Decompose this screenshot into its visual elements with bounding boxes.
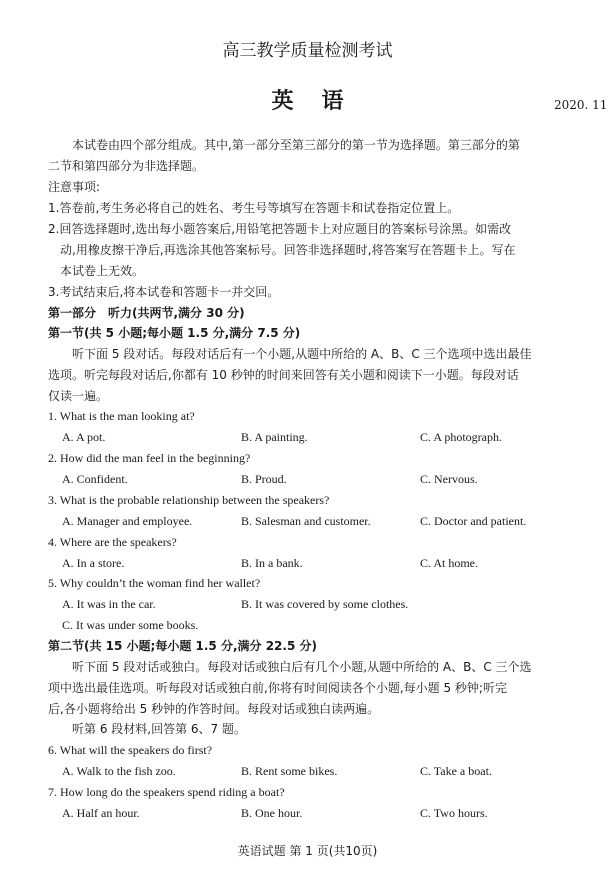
option-b: B. Salesman and customer.	[241, 514, 371, 528]
option-a: A. Manager and employee.	[62, 514, 193, 528]
option-a: A. A pot.	[62, 430, 106, 444]
question-text: 4. Where are the speakers?	[48, 535, 177, 549]
option-a: A. Half an hour.	[62, 806, 140, 820]
section2-instructions: 听下面 5 段对话或独白。每段对话或独白后有几个小题,从题中所给的 A、B、C 三个选	[72, 660, 532, 674]
subject-title: 英语	[271, 89, 372, 114]
question-text: 2. How did the man feel in the beginning?	[48, 451, 251, 465]
option-b: B. In a bank.	[241, 556, 303, 570]
option-a: A. Walk to the fish zoo.	[62, 764, 176, 778]
notes-heading: 注意事项:	[48, 180, 101, 194]
question-text: 6. What will the speakers do first?	[48, 743, 213, 757]
question-text: 5. Why couldn’t the woman find her wallet?	[48, 576, 261, 590]
section1-instructions: 听下面 5 段对话。每段对话后有一个小题,从题中所给的 A、B、C 三个选项中选出最佳	[72, 347, 532, 361]
option-b: B. It was covered by some clothes.	[241, 597, 409, 611]
section2-heading: 第二节(共 15 小题;每小题 1.5 分,满分 22.5 分)	[48, 639, 317, 653]
note-item: 1.答卷前,考生务必将自己的姓名、考生号等填写在答题卡和试卷指定位置上。	[48, 201, 460, 215]
option-c: C. At home.	[420, 556, 479, 570]
question-text: 1. What is the man looking at?	[48, 409, 195, 423]
option-c: C. Take a boat.	[420, 764, 492, 778]
material-note: 听第 6 段材料,回答第 6、7 题。	[72, 722, 246, 736]
section2-instructions: 项中选出最佳选项。听每段对话或独白前,你将有时间阅读各个小题,每小题 5 秒钟;听完	[48, 681, 507, 695]
option-a: A. In a store.	[62, 556, 125, 570]
exam-date: 2020. 11	[554, 98, 608, 112]
option-c: C. Two hours.	[420, 806, 488, 820]
section1-instructions: 选项。听完每段对话后,你都有 10 秒钟的时间来回答有关小题和阅读下一小题。每段对话	[48, 368, 519, 382]
section1-heading: 第一节(共 5 小题;每小题 1.5 分,满分 7.5 分)	[48, 326, 301, 340]
note-item: 2.回答选择题时,选出每小题答案后,用铅笔把答题卡上对应题目的答案标号涂黑。如需改	[48, 222, 512, 236]
intro-line: 二节和第四部分为非选择题。	[48, 159, 205, 173]
section2-instructions: 后,各小题将给出 5 秒钟的作答时间。每段对话或独白读两遍。	[48, 702, 380, 716]
page-title: 高三教学质量检测考试	[222, 41, 393, 61]
option-a: A. Confident.	[62, 472, 128, 486]
option-a: A. It was in the car.	[62, 597, 156, 611]
question-text: 7. How long do the speakers spend riding a boat?	[48, 785, 285, 799]
page-footer: 英语试题 第 1 页(共10页)	[237, 844, 378, 858]
option-c: C. Doctor and patient.	[420, 514, 527, 528]
option-b: B. One hour.	[241, 806, 303, 820]
option-c: C. A photograph.	[420, 430, 503, 444]
question-text: 3. What is the probable relationship between the speakers?	[48, 493, 330, 507]
option-b: B. A painting.	[241, 430, 308, 444]
option-c: C. It was under some books.	[62, 618, 199, 632]
option-c: C. Nervous.	[420, 472, 478, 486]
intro-line: 本试卷由四个部分组成。其中,第一部分至第三部分的第一节为选择题。第三部分的第	[72, 138, 520, 152]
note-item: 动,用橡皮擦干净后,再选涂其他答案标号。回答非选择题时,将答案写在答题卡上。写在	[60, 243, 516, 257]
section1-instructions: 仅读一遍。	[48, 389, 109, 403]
note-item: 3.考试结束后,将本试卷和答题卡一并交回。	[48, 285, 280, 299]
option-b: B. Rent some bikes.	[241, 764, 338, 778]
part1-heading: 第一部分 听力(共两节,满分 30 分)	[48, 306, 245, 320]
option-b: B. Proud.	[241, 472, 287, 486]
note-item: 本试卷上无效。	[60, 264, 145, 278]
